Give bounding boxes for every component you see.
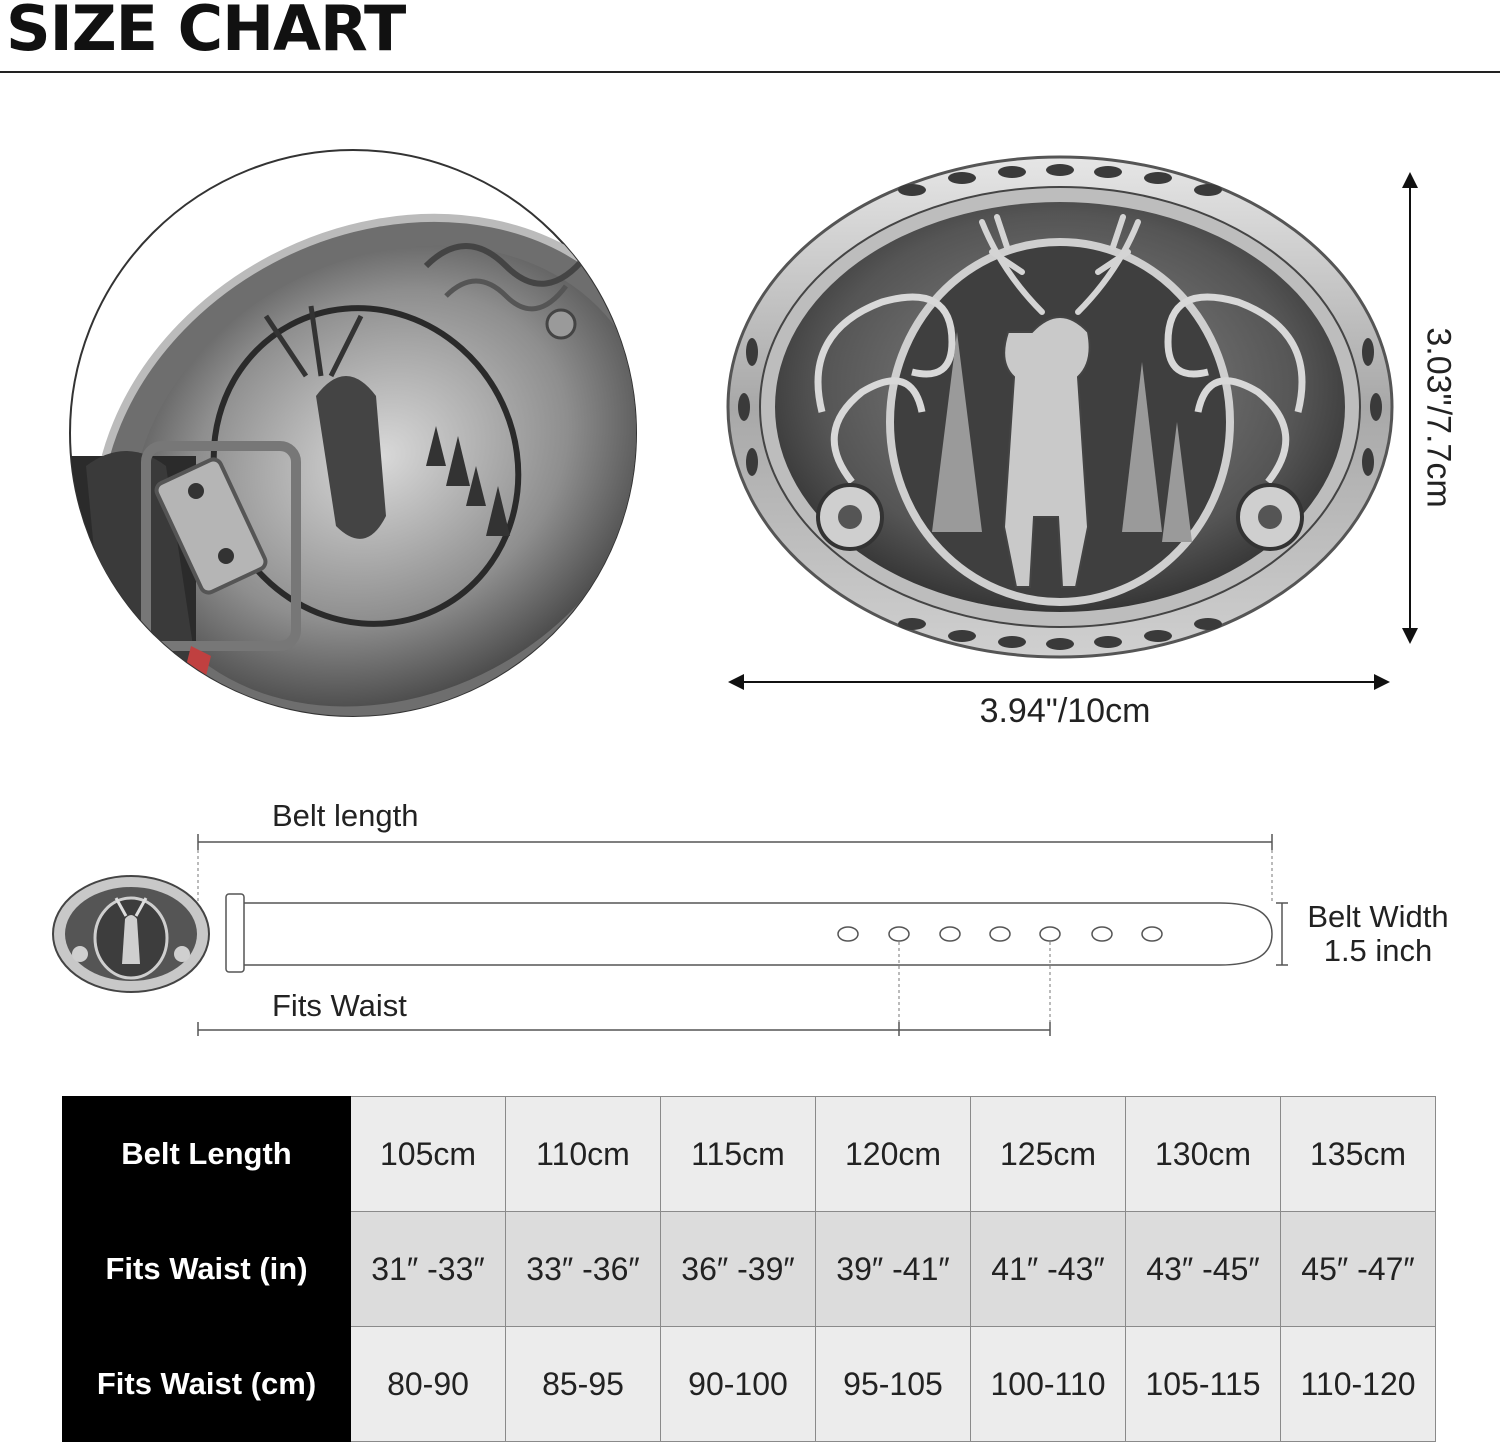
table-row <box>63 1327 1436 1442</box>
belt-length-label: Belt length <box>272 798 419 833</box>
buckle-front-image <box>722 152 1398 666</box>
row-header: Fits Waist (cm) <box>63 1327 351 1442</box>
table-cell: 41″ -43″ <box>971 1212 1126 1327</box>
width-dimension-arrow <box>728 670 1390 694</box>
table-cell: 33″ -36″ <box>506 1212 661 1327</box>
table-cell: 115cm <box>661 1097 816 1212</box>
buckle-width-label: 3.94"/10cm <box>979 692 1151 730</box>
table-cell: 125cm <box>971 1097 1126 1212</box>
table-cell: 105-115 <box>1126 1327 1281 1442</box>
belt-width-value: 1.5 inch <box>1323 933 1433 968</box>
table-row <box>63 1212 1436 1327</box>
row-header: Fits Waist (in) <box>63 1212 351 1327</box>
table-cell: 80-90 <box>351 1327 506 1442</box>
table-cell: 105cm <box>351 1097 506 1212</box>
table-cell: 95-105 <box>816 1327 971 1442</box>
belt-buckle-icon <box>50 874 212 994</box>
fits-waist-label: Fits Waist <box>272 988 407 1023</box>
table-row <box>63 1097 1436 1212</box>
table-cell: 85-95 <box>506 1327 661 1442</box>
table-cell: 31″ -33″ <box>351 1212 506 1327</box>
table-cell: 135cm <box>1281 1097 1436 1212</box>
table-cell: 120cm <box>816 1097 971 1212</box>
table-cell: 110cm <box>506 1097 661 1212</box>
buckle-back-photo <box>66 146 646 721</box>
title-divider <box>0 71 1500 73</box>
table-cell: 100-110 <box>971 1327 1126 1442</box>
buckle-height-label: 3.03"/7.7cm <box>1419 327 1458 508</box>
table-cell: 110-120 <box>1281 1327 1436 1442</box>
belt-width-label: Belt Width <box>1307 899 1449 934</box>
table-cell: 36″ -39″ <box>661 1212 816 1327</box>
table-cell: 39″ -41″ <box>816 1212 971 1327</box>
page-title: SIZE CHART <box>6 0 406 65</box>
table-cell: 43″ -45″ <box>1126 1212 1281 1327</box>
belt-diagram <box>40 830 1300 1040</box>
table-cell: 90-100 <box>661 1327 816 1442</box>
table-cell: 45″ -47″ <box>1281 1212 1436 1327</box>
size-table <box>62 1096 1436 1442</box>
table-cell: 130cm <box>1126 1097 1281 1212</box>
row-header: Belt Length <box>63 1097 351 1212</box>
